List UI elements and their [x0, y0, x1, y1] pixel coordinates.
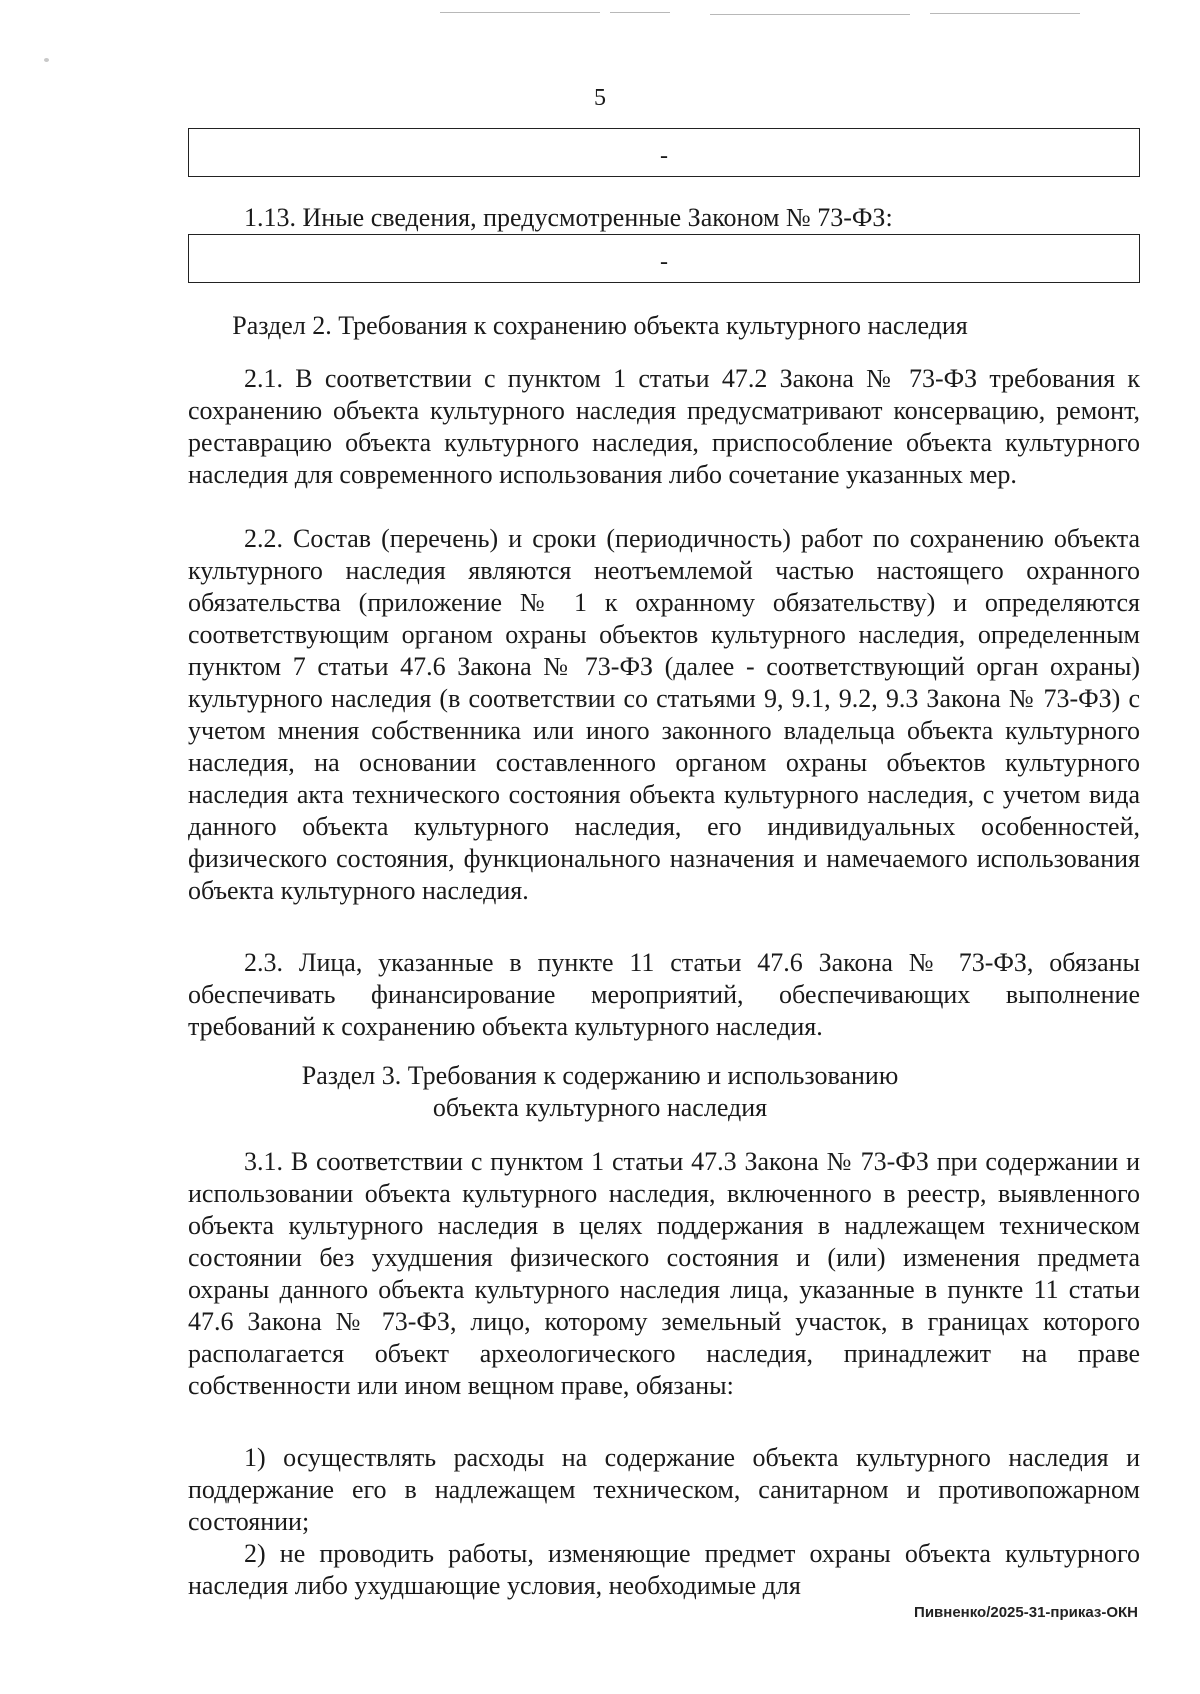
value-box-1-13 [188, 234, 1140, 283]
section-3-heading-line-2: объекта культурного наследия [432, 1093, 768, 1122]
value-box-1-13-text: - [660, 249, 668, 275]
item-1-13-label: 1.13. Иные сведения, предусмотренные Законом № 73-ФЗ: [244, 203, 893, 232]
paragraph-3-1-item-2: 2) не проводить работы, изменяющие предмет охраны объекта культурного наследия либо ухудшающие условия, необходимые для [188, 1539, 1140, 1600]
scan-artifact-line [610, 12, 670, 13]
scan-artifact-line [710, 14, 910, 15]
value-box-top [188, 128, 1140, 177]
section-3-heading-line-1: Раздел 3. Требования к содержанию и использованию [301, 1061, 899, 1090]
paragraph-2-1: 2.1. В соответствии с пунктом 1 статьи 47.2 Закона № 73-ФЗ требования к сохранению объекта культурного наследия предусматривают консервацию, ремонт, реставрацию объекта культурного наследия, приспособление объекта культурного наследия для современного использования либо сочетание указанных мер. [188, 364, 1140, 489]
value-box-top-text: - [660, 143, 668, 169]
paragraph-2-3: 2.3. Лица, указанные в пункте 11 статьи 47.6 Закона № 73-ФЗ, обязаны обеспечивать финансирование мероприятий, обеспечивающих выполнение требований к сохранению объекта культурного наследия. [188, 948, 1140, 1041]
section-2-heading: Раздел 2. Требования к сохранению объекта культурного наследия [232, 311, 968, 340]
paragraph-2-2: 2.2. Состав (перечень) и сроки (периодичность) работ по сохранению объекта культурного наследия являются неотъемлемой частью настоящего охранного обязательства (приложение № 1 к охранному обязательству) и определяются соответствующим органом охраны объектов культурного наследия, определенным пунктом 7 статьи 47.6 Закона № 73-ФЗ (далее - соответствующий орган охраны) культурного наследия (в соответствии со статьями 9, 9.1, 9.2, 9.3 Закона № 73-ФЗ) с учетом мнения собственника или иного законного владельца объекта культурного наследия, на основании составленного органом охраны объектов культурного наследия акта технического состояния объекта культурного наследия, с учетом вида данного объекта культурного наследия, его индивидуальных особенностей, физического состояния, функционального назначения и намечаемого использования объекта культурного наследия. [188, 524, 1140, 905]
scan-artifact-line [930, 13, 1080, 14]
paragraph-3-1: 3.1. В соответствии с пунктом 1 статьи 47.3 Закона № 73-ФЗ при содержании и использовании объекта культурного наследия, включенного в реестр, выявленного объекта культурного наследия в целях поддержания в надлежащем техническом состоянии без ухудшения физического состояния и (или) изменения предмета охраны данного объекта культурного наследия лица, указанные в пункте 11 статьи 47.6 Закона № 73-ФЗ, лицо, которому земельный участок, в границах которого располагается объект археологического наследия, принадлежит на праве собственности или ином вещном праве, обязаны: [188, 1147, 1140, 1400]
scan-dust-mark [44, 58, 49, 62]
document-footer-code: Пивненко/2025-31-приказ-ОКН [914, 1604, 1138, 1621]
page-number: 5 [594, 85, 606, 111]
paragraph-3-1-item-1: 1) осуществлять расходы на содержание объекта культурного наследия и поддержание его в надлежащем техническом, санитарном и противопожарном состоянии; [188, 1443, 1140, 1536]
scan-artifact-line [440, 12, 600, 13]
